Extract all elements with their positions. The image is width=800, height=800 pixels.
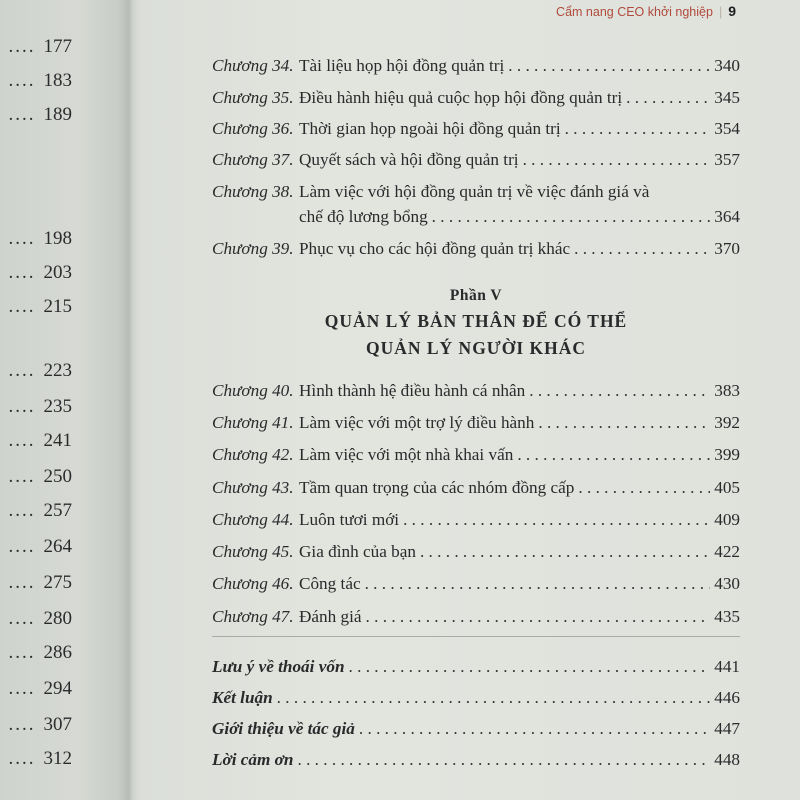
header-separator: | [718,5,723,19]
dot-leader [565,118,711,140]
dot-leader [420,541,710,563]
chapter-page: 399 [714,445,740,464]
left-toc-page-number: .... 215 [8,296,72,317]
left-toc-page-number: .... 198 [8,228,72,249]
left-page [0,0,128,800]
chapter-label: Chương 36. [212,119,294,138]
chapter-title: Phục vụ cho các hội đồng quản trị khác [299,239,571,258]
dot-leader [508,55,710,77]
part-label: Phần V [449,287,503,304]
chapter-label: Chương 41. [212,413,294,432]
chapter-page: 405 [714,478,740,497]
chapter-label: Chương 47. [212,607,294,626]
chapter-title: Công tác [299,574,361,593]
dot-leader [403,509,710,531]
left-toc-page-number: .... 177 [8,36,72,57]
chapter-label: Chương 43. [212,478,294,497]
chapter-title: Tài liệu họp hội đồng quản trị [299,56,505,75]
dot-leader [432,206,711,228]
book-gutter [128,0,142,800]
dot-leader [359,718,710,740]
page-number: 9 [728,3,736,19]
chapter-label: Chương 42. [212,445,294,464]
dot-leader [529,380,710,402]
chapter-title: Điều hành hiệu quả cuộc họp hội đồng quản trị [299,88,623,107]
left-toc-page-number: .... 235 [8,396,72,417]
part-title-line1: QUẢN LÝ BẢN THÂN ĐỂ CÓ THỂ [324,311,628,331]
dot-leader [523,149,711,171]
left-toc-page-number: .... 189 [8,104,72,125]
chapter-label: Chương 44. [212,510,294,529]
part-title-line2: QUẢN LÝ NGƯỜI KHÁC [365,338,587,358]
left-toc-page-number: .... 286 [8,642,72,663]
chapter-page: 364 [714,207,740,226]
chapter-label: Chương 38. [212,182,294,201]
chapter-title: Đánh giá [299,607,362,626]
left-toc-page-number: .... 257 [8,500,72,521]
dot-leader [538,412,710,434]
chapter-page: 392 [714,413,740,432]
dot-leader [578,477,710,499]
chapter-page: 340 [714,56,740,75]
dot-leader [366,606,711,628]
chapter-label: Chương 35. [212,88,294,107]
chapter-title: Luôn tươi mới [299,510,400,529]
section-divider [212,636,740,637]
left-toc-page-number: .... 223 [8,360,72,381]
chapter-title: Làm việc với một trợ lý điều hành [299,413,535,432]
left-toc-page-number: .... 307 [8,714,72,735]
chapter-title-line1: Làm việc với hội đồng quản trị về việc đánh giá và [299,182,650,201]
endmatter-page: 441 [714,657,740,676]
book-title: Cẩm nang CEO khởi nghiệp [556,5,713,19]
dot-leader [626,87,710,109]
endmatter-title: Lưu ý về thoái vốn [212,657,345,676]
left-toc-page-number: .... 241 [8,430,72,451]
chapter-label: Chương 34. [212,56,294,75]
chapter-title: Hình thành hệ điều hành cá nhân [299,381,526,400]
left-toc-page-number: .... 183 [8,70,72,91]
part-heading [212,287,740,359]
chapter-page: 354 [714,119,740,138]
endmatter-page: 446 [714,688,740,707]
left-toc-page-number: .... 264 [8,536,72,557]
chapter-page: 383 [714,381,740,400]
chapter-page: 357 [714,150,740,169]
chapter-page: 370 [714,239,740,258]
chapter-label: Chương 39. [212,239,294,258]
endmatter-title: Lời cảm ơn [212,750,294,769]
endmatter-page: 447 [714,719,740,738]
chapter-page: 430 [714,574,740,593]
chapter-page: 409 [714,510,740,529]
dot-leader [349,656,711,678]
left-toc-page-number: .... 312 [8,748,72,769]
endmatter-title: Giới thiệu về tác giả [212,719,355,738]
chapter-label: Chương 46. [212,574,294,593]
endmatter-title: Kết luận [212,688,273,707]
dot-leader [517,444,710,466]
endmatter-page: 448 [714,750,740,769]
chapter-title: Quyết sách và hội đồng quản trị [299,150,519,169]
chapter-title: Làm việc với một nhà khai vấn [299,445,514,464]
left-toc-page-number: .... 275 [8,572,72,593]
chapter-page: 422 [714,542,740,561]
chapter-title: Thời gian họp ngoài hội đồng quản trị [299,119,561,138]
dot-leader [297,749,710,771]
chapter-title: chế độ lương bổng [299,207,428,226]
running-header [556,3,736,19]
chapter-title: Tầm quan trọng của các nhóm đồng cấp [299,478,575,497]
chapter-page: 345 [714,88,740,107]
dot-leader [574,238,710,260]
dot-leader [365,573,711,595]
chapter-label: Chương 45. [212,542,294,561]
chapter-title: Gia đình của bạn [299,542,416,561]
left-toc-page-number: .... 203 [8,262,72,283]
dot-leader [277,687,711,709]
chapter-page: 435 [714,607,740,626]
chapter-label: Chương 40. [212,381,294,400]
right-page [142,0,800,800]
chapter-label: Chương 37. [212,150,294,169]
left-toc-page-number: .... 250 [8,466,72,487]
left-toc-page-number: .... 280 [8,608,72,629]
left-toc-page-number: .... 294 [8,678,72,699]
